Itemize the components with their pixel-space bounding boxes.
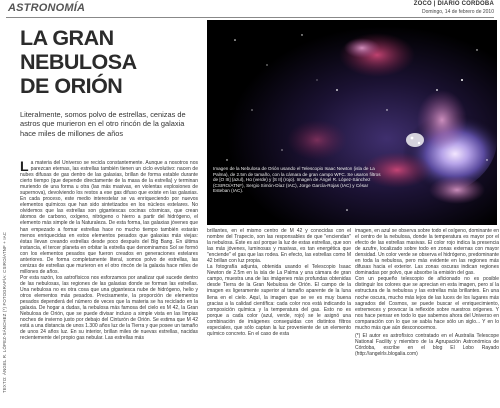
page-header	[0, 0, 500, 18]
headline-line-1: LA GRAN	[20, 26, 114, 50]
headline-line-2: NEBULOSA	[20, 50, 137, 74]
section-label: ASTRONOMÍA	[8, 2, 86, 14]
article-column-2	[207, 228, 351, 337]
paragraph: imagen, en azul se observa sobre todo el oxígeno, dominante en el centro de la nebulosa, donde la temperatura es mayor por el efecto de las estrellas masivas. El color rojo indica la presencia de azufre, localizado sobre todo en zonas externas con mayor densidad. Un color verde se observa el hidrógeno, predominante en toda la nebulosa, pero más evidente en las regiones más difusas hacia el exterior. Las zonas oscuras indican regiones dominadas por polvo, que absorbe la emisión del gas.	[355, 228, 499, 277]
headline	[20, 26, 200, 98]
paragraph	[20, 160, 198, 275]
author-note: (*) El autor es astrofísico contratado en el Australia Telescope National Facility y miembro de la Agrupación Astronómica de Córdoba, escribe en el blog El Lobo Rayado (http://angelrls.blogalia.com)	[355, 332, 499, 357]
headline-line-3: DE ORIÓN	[20, 74, 123, 98]
paragraph: brillantes, en el mismo centro de M 42 y conocidas con el nombre del Trapecio, son las responsables de que "enciendan" la nebulosa. Éste es así porque la luz de estas estrellas, que son las más jóvenes, luminosas y masivas, es tan energética que "enciende" el gas que las rodea. En efecto, las estrellas como M 42 brillan con luz propia.	[207, 228, 351, 265]
nebula-photo	[207, 20, 497, 225]
article-column-3	[355, 228, 499, 357]
byline-credit: TEXTO: ÁNGEL R. LÓPEZ-SÁNCHEZ (*) FOTOGRAFÍA: CSIRO/ATNF + IAC	[2, 231, 7, 393]
masthead: ZOCO | DIARIO CÓRDOBA	[413, 1, 494, 7]
article-column-1	[20, 160, 198, 341]
paragraph: Con un pequeño telescopio de aficionado no es posible distinguir los colores que se aprecian en esta imagen, pero sí la estructura de la nebulosa y las estrellas más brillantes. En una noche oscura, mucho más lejos de las luces de los lugares más sagrados del Cosmos, se puede buscar el enriquecimiento, extremeces y provocar la reflexión sobre nuestros orígenes. Y nos hace pensar en todo lo que sabemos ahora del Universo en comparación con lo que se sabía hace sólo un siglo... Y en lo mucho más que aún desconocemos.	[355, 276, 499, 331]
photo-caption: Imagen de la Nebulosa de Orión usando el Telescopio Isaac Newton (isla de La Palma), de 2.5m de tamaño, con la cámara de gran campo WFC. Se usaron filtros de [O III] (azul), Hα (verde) y [S II] (rojo). Imagen de Ángel R. López-Sánchez (CSIRO/ATNF), Sergio Simón-Díaz (IAC), Jorge García-Rojas (IAC) y César Esteban (IAC).	[213, 166, 381, 194]
publication-date: Domingo, 14 de febrero de 2010	[422, 9, 494, 15]
nebula-image	[207, 20, 497, 225]
paragraph-text: a materia del Universo se recicla constantemente. Aunque a nosotros nos parezcan eternas, las estrellas también tienen un ciclo evolutivo: nacen de nubes difusas de gas dentro de las galaxias, brillan de forma estable durante cierto tiempo (que depende directamente de la masa de la estrella) y terminan muriendo de una forma u otra (las más masivas, en violentas explosiones de supernova), devolviendo los restos a ese gas difuso que existe en las galaxias. En cada proceso, este medio interestelar se va enriqueciendo por nuevos elementos químicos que han sido sintetizados en los núcleos estelares. No olvidemos que las estrellas son gigantescas cocinas cósmicas, que crean átomos de carbono, oxígeno, nitrógeno o hierro a partir del hidrógeno, el elemento más simple de la Naturaleza. De esta forma, las galaxias jóvenes que han empezado a formar estrellas hace no mucho tiempo también estarán menos enriquecidas en estos elementos pesados que galaxias más viejas: éstas llevan creando estrellas desde poco después del Big Bang. En última instancia, el tercer planeta en orbitar la estrella que denominamos Sol se formó con los elementos pesados que fueron creados en generaciones estelares anteriores. De forma completamente literal, somos polvo de estrellas, las cenizas de estrellas que murieron en el otro rincón de la galaxia hace miles de millones de años.	[20, 160, 198, 275]
drop-cap: L	[20, 158, 29, 174]
header-rule	[6, 17, 494, 18]
paragraph: Por esta razón, los astrofísicos nos esforzamos por analizar qué sucede dentro de las nebulosas, las regiones de las galaxias donde se forman las estrellas. Una nebulosa no es otra cosa que una gigantesca nube de hidrógeno, helio y otros elementos más pesados. Precisamente, la proporción de elementos pesados dependerá del número de veces que la materia se ha reciclado en la galaxia. De hogar a dudas, la nebulosa más famosa del cielo es M 42, la Gran Nebulosa de Orión, que se puede divisar incluso a simple vista en las limpias noches de invierno justo por debajo del Cinturón de Orión. Se estima que M 42 está a una distancia de unos 1.300 años luz de la Tierra y que posee un tamaño de unos 24 años luz. En su interior, brillan miles de nuevas estrellas, nacidas recientemente del propio gas nebular. Las estrellas más	[20, 274, 198, 342]
deck-subtitle: Literalmente, somos polvo de estrellas, cenizas de astros que murieron en el otro rincón de la galaxia hace miles de millones de años	[20, 110, 186, 138]
paragraph: La fotografía adjunta, obtenida usando el Telescopio Isaac Newton de 2.5m en la isla de La Palma y una cámara de gran campo, muestra una de las imágenes más profundas obtenidas desde Tierra de la Gran Nebulosa de Orión. El campo de la imagen es ligeramente superior al tamaño aparente de la luna llena en el cielo. Aquí, la imagen que se ve es muy buena gracias a la calidad científica: cada color nos está indicando la composición química y la temperatura del gas. Esto no es porque a cada color (azul, verde, rojo) se le asignó una combinación de imágenes conseguidas con distintos filtros especiales, que sólo captan la luz proveniente de un elemento químico concreto. En el caso de esta	[207, 264, 351, 337]
